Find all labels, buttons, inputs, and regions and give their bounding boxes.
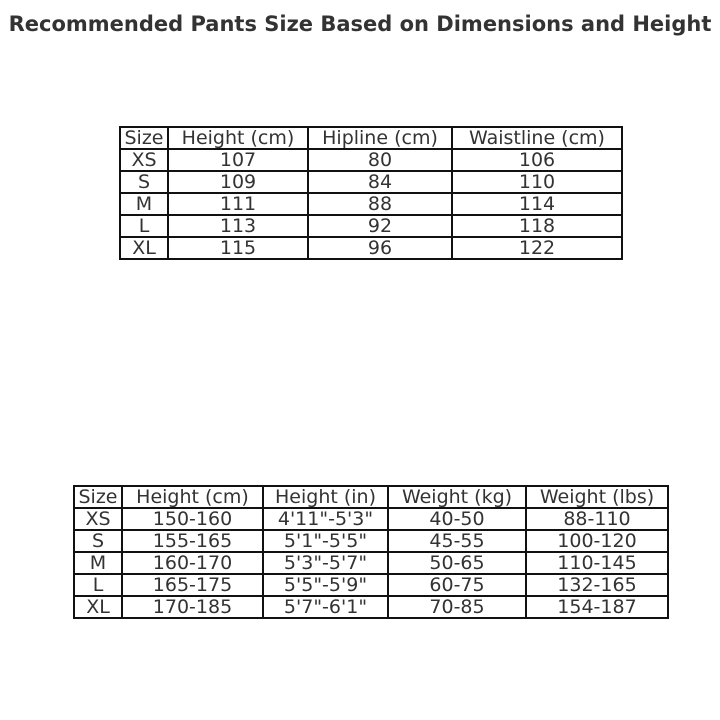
- table-cell: 106: [452, 149, 622, 171]
- table-cell: 40-50: [388, 508, 526, 530]
- table-cell: 132-165: [526, 574, 668, 596]
- table-row: [120, 237, 622, 259]
- table-cell: 109: [168, 171, 308, 193]
- table-cell: 154-187: [526, 596, 668, 618]
- column-header: Weight (lbs): [526, 486, 668, 508]
- table-cell: 5'3"-5'7": [263, 552, 388, 574]
- table-cell: 70-85: [388, 596, 526, 618]
- table-row: [120, 215, 622, 237]
- table-cell: 155-165: [122, 530, 263, 552]
- table-row: [74, 530, 668, 552]
- size-dimensions-table: [119, 126, 623, 260]
- table-cell: 118: [452, 215, 622, 237]
- table-cell: 110: [452, 171, 622, 193]
- table-row: [74, 508, 668, 530]
- size-cell: XS: [74, 508, 122, 530]
- column-header: Hipline (cm): [308, 127, 452, 149]
- table-cell: 60-75: [388, 574, 526, 596]
- table-row: [74, 596, 668, 618]
- table-cell: 80: [308, 149, 452, 171]
- table-cell: 111: [168, 193, 308, 215]
- column-header: Height (cm): [168, 127, 308, 149]
- size-cell: L: [74, 574, 122, 596]
- column-header: Weight (kg): [388, 486, 526, 508]
- column-header: Size: [74, 486, 122, 508]
- table-cell: 160-170: [122, 552, 263, 574]
- table-cell: 122: [452, 237, 622, 259]
- table-cell: 114: [452, 193, 622, 215]
- column-header: Height (cm): [122, 486, 263, 508]
- table-cell: 107: [168, 149, 308, 171]
- table-cell: 92: [308, 215, 452, 237]
- table-row: [120, 171, 622, 193]
- size-height-weight-table: [73, 485, 669, 619]
- size-cell: S: [74, 530, 122, 552]
- column-header: Size: [120, 127, 168, 149]
- table-cell: 165-175: [122, 574, 263, 596]
- size-cell: M: [74, 552, 122, 574]
- table-cell: 88-110: [526, 508, 668, 530]
- column-header: Height (in): [263, 486, 388, 508]
- table-row: [74, 552, 668, 574]
- table-cell: 5'1"-5'5": [263, 530, 388, 552]
- table-cell: 100-120: [526, 530, 668, 552]
- table-cell: 170-185: [122, 596, 263, 618]
- column-header: Waistline (cm): [452, 127, 622, 149]
- table-cell: 84: [308, 171, 452, 193]
- table-row: [120, 193, 622, 215]
- table-row: [74, 574, 668, 596]
- table-row: [120, 149, 622, 171]
- size-cell: XL: [120, 237, 168, 259]
- table-cell: 96: [308, 237, 452, 259]
- table-cell: 4'11"-5'3": [263, 508, 388, 530]
- size-cell: XL: [74, 596, 122, 618]
- table-cell: 50-65: [388, 552, 526, 574]
- table-cell: 113: [168, 215, 308, 237]
- table-cell: 5'5"-5'9": [263, 574, 388, 596]
- table-header-row: [120, 127, 622, 149]
- table-cell: 88: [308, 193, 452, 215]
- size-cell: L: [120, 215, 168, 237]
- size-cell: XS: [120, 149, 168, 171]
- table-cell: 150-160: [122, 508, 263, 530]
- size-cell: S: [120, 171, 168, 193]
- table-cell: 45-55: [388, 530, 526, 552]
- size-cell: M: [120, 193, 168, 215]
- table-cell: 5'7"-6'1": [263, 596, 388, 618]
- table-cell: 110-145: [526, 552, 668, 574]
- chart-title: Recommended Pants Size Based on Dimensions and Height: [8, 12, 712, 36]
- table-header-row: [74, 486, 668, 508]
- table-cell: 115: [168, 237, 308, 259]
